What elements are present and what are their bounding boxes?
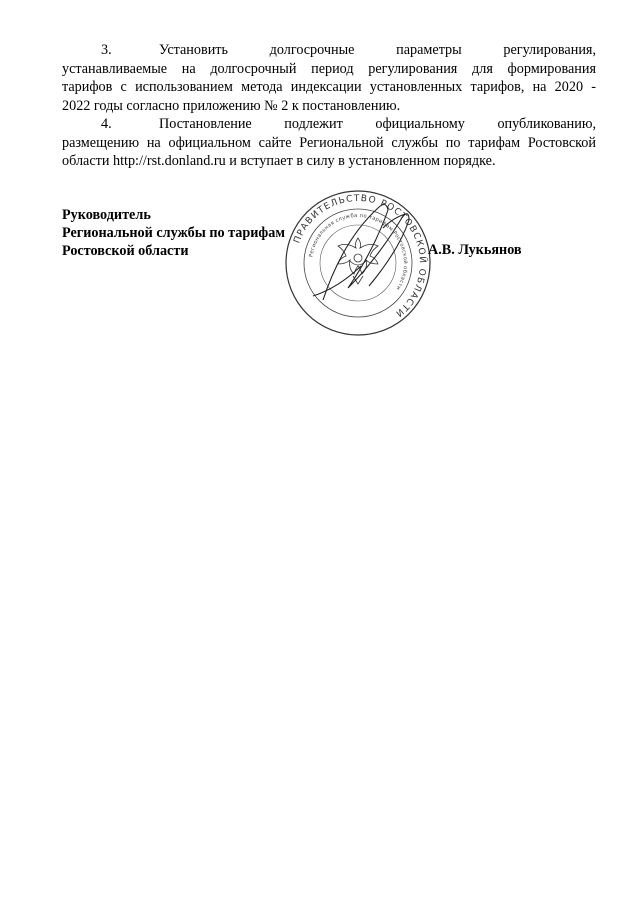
paragraph-3-line-3: тарифов с использованием метода индексации установленных тарифов, на 2020 - <box>62 79 596 95</box>
signature-block-title <box>62 206 285 260</box>
paragraph-3-number: 3. <box>101 42 112 58</box>
signer-name: А.В. Лукьянов <box>428 242 522 258</box>
stamp-outer-text: ПРАВИТЕЛЬСТВО РОСТОВСКОЙ ОБЛАСТИ <box>292 193 428 319</box>
signature-title-line-1: Руководитель <box>62 207 151 223</box>
paragraph-3-line-1: 3. Установить долгосрочные параметры регулирования, <box>62 41 596 60</box>
signature-title-line-2: Региональной службы по тарифам <box>62 225 286 241</box>
paragraph-3 <box>62 41 596 115</box>
signature-title-line-3: Ростовской области <box>62 243 189 259</box>
paragraph-4-line-1: 4. Постановление подлежит официальному опубликованию, <box>62 115 596 134</box>
paragraph-3-line-4: 2022 годы согласно приложению № 2 к постановлению. <box>62 97 401 114</box>
paragraph-4 <box>62 115 596 171</box>
paragraph-3-line-2: устанавливаемые на долгосрочный период регулирования для формирования <box>62 60 596 77</box>
official-stamp-seal <box>283 188 433 338</box>
stamp-inner-text: Региональная служба по тарифам Ростовской области <box>308 212 409 291</box>
paragraph-4-number: 4. <box>101 116 112 132</box>
paragraph-4-line-2: размещению на официальном сайте Региональной службы по тарифам Ростовской <box>62 134 596 151</box>
paragraph-4-line-3: области http://rst.donland.ru и вступает в силу в установленном порядке. <box>62 153 496 169</box>
